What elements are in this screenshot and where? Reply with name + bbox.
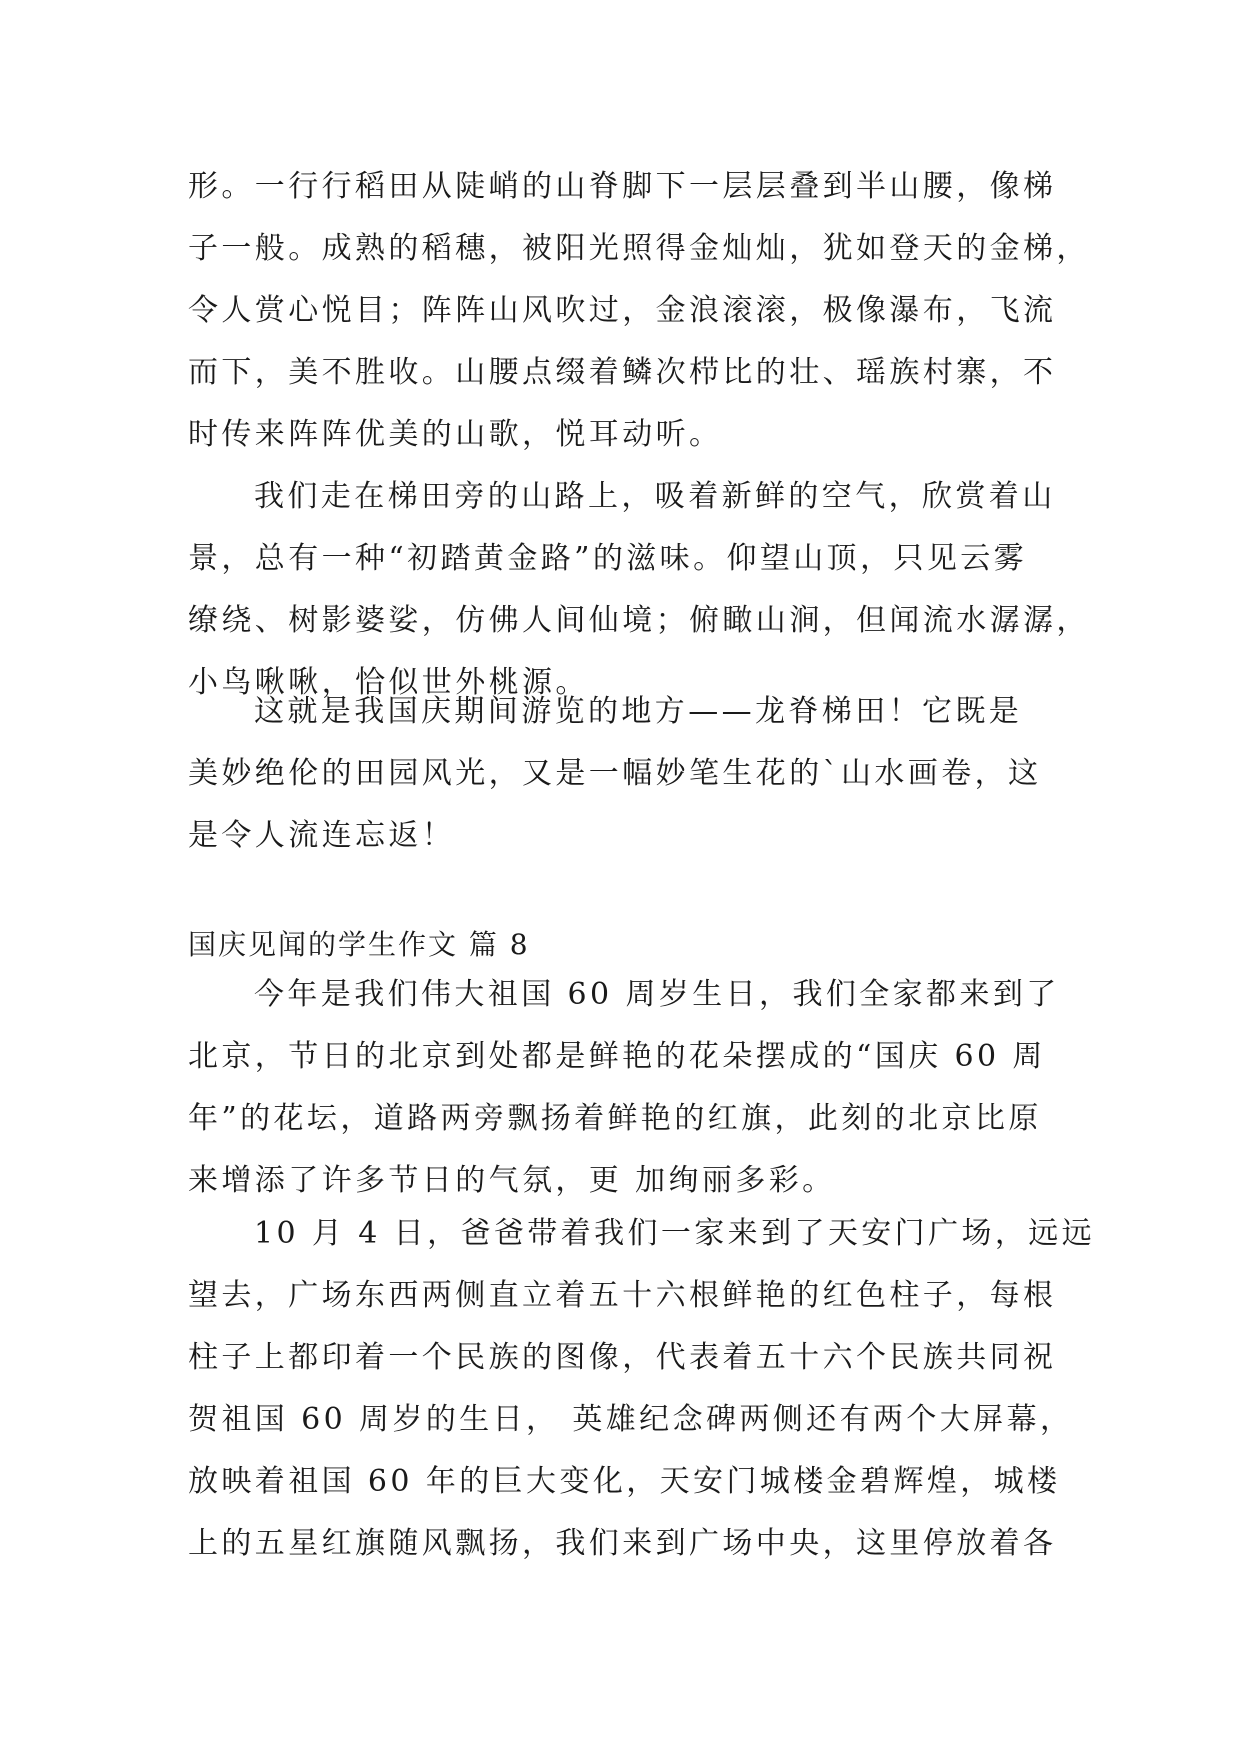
paragraph-line: 缭绕、树影婆娑，仿佛人间仙境；俯瞰山涧，但闻流水潺潺，: [188, 603, 1090, 638]
paragraph-beijing-celebration: [188, 964, 1058, 1212]
paragraph-line: 北京，节日的北京到处都是鲜艳的花朵摆成的“国庆 60 周: [188, 1039, 1046, 1074]
paragraph-line: 来增添了许多节日的气氛，更 加绚丽多彩。: [188, 1163, 836, 1198]
paragraph-line: 小鸟啾啾，恰似世外桃源。: [188, 665, 589, 700]
paragraph-line: 今年是我们伟大祖国 60 周岁生日，我们全家都来到了: [254, 977, 1060, 1012]
paragraph-line: 柱子上都印着一个民族的图像，代表着五十六个民族共同祝: [188, 1340, 1057, 1375]
paragraph-line: 时传来阵阵优美的山歌，悦耳动听。: [188, 417, 723, 452]
paragraph-mountain-road: [188, 466, 1090, 714]
paragraph-line: 子一般。成熟的稻穗，被阳光照得金灿灿，犹如登天的金梯，: [188, 231, 1090, 266]
paragraph-line: 放映着祖国 60 年的巨大变化，天安门城楼金碧辉煌，城楼: [188, 1464, 1061, 1499]
paragraph-line: 我们走在梯田旁的山路上，吸着新鲜的空气，欣赏着山: [254, 479, 1056, 514]
paragraph-line: 美妙绝伦的田园风光，又是一幅妙笔生花的`山水画卷，这: [188, 756, 1042, 791]
section-heading: 国庆见闻的学生作文 篇 8: [188, 928, 530, 961]
paragraph-line: 上的五星红旗随风飘扬，我们来到广场中央，这里停放着各: [188, 1526, 1057, 1561]
paragraph-line: 望去，广场东西两侧直立着五十六根鲜艳的红色柱子，每根: [188, 1278, 1057, 1313]
paragraph-conclusion: [188, 681, 1058, 867]
paragraph-line: 而下，美不胜收。山腰点缀着鳞次栉比的壮、瑶族村寨，不: [188, 355, 1057, 390]
paragraph-line: 这就是我国庆期间游览的地方——龙脊梯田！它既是: [254, 694, 1023, 729]
paragraph-longji-terraces-description: [188, 156, 1090, 466]
paragraph-line: 10 月 4 日，爸爸带着我们一家来到了天安门广场，远远: [254, 1216, 1096, 1251]
paragraph-tiananmen-square: [188, 1203, 1096, 1575]
paragraph-line: 年”的花坛，道路两旁飘扬着鲜艳的红旗，此刻的北京比原: [188, 1101, 1042, 1136]
paragraph-line: 景，总有一种“初踏黄金路”的滋味。仰望山顶，只见云雾: [188, 541, 1028, 576]
paragraph-line: 是令人流连忘返！: [188, 818, 456, 853]
paragraph-line: 形。一行行稻田从陡峭的山脊脚下一层层叠到半山腰，像梯: [188, 169, 1057, 204]
paragraph-line: 令人赏心悦目；阵阵山风吹过，金浪滚滚，极像瀑布，飞流: [188, 293, 1057, 328]
paragraph-line: 贺祖国 60 周岁的生日， 英雄纪念碑两侧还有两个大屏幕，: [188, 1402, 1074, 1437]
